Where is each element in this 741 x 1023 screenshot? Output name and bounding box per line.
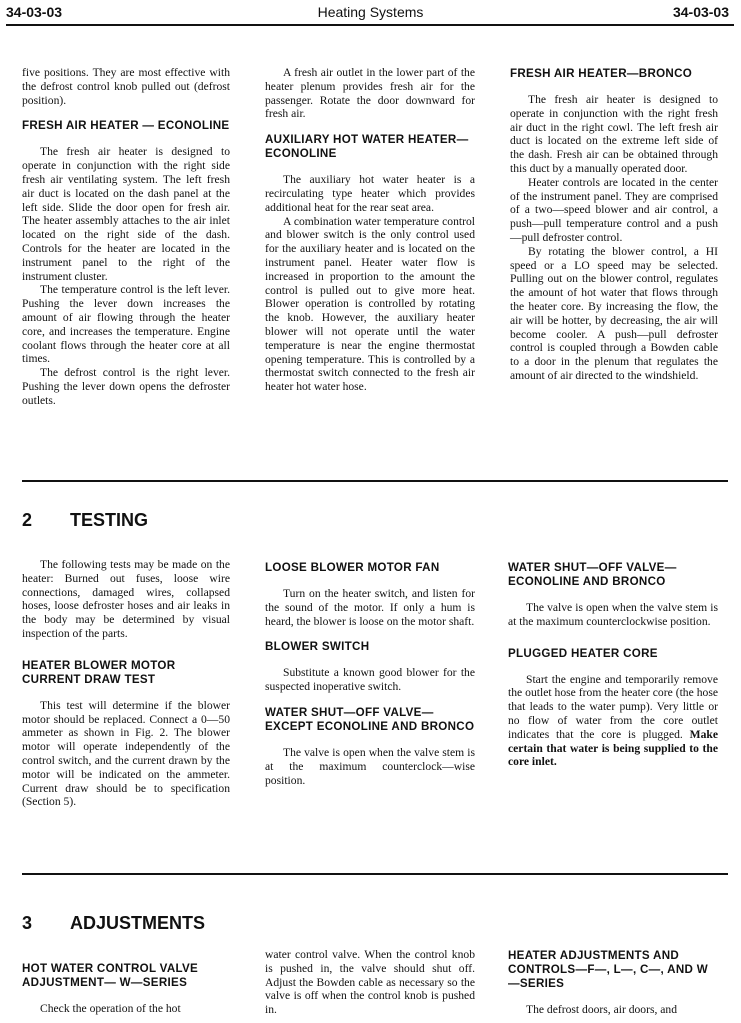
section-heading-testing: [22, 510, 148, 531]
top-column-3: [510, 67, 718, 383]
adjustments-column-2: [265, 948, 475, 1017]
heading-water-shutoff-econoline-bronco: WATER SHUT—OFF VALVE—ECONOLINE AND BRONCO: [508, 561, 677, 588]
paragraph: The valve is open when the valve stem is at the maximum counterclock—wise position.: [265, 745, 475, 787]
top-column-2: [265, 66, 475, 394]
page-code-left: 34-03-03: [6, 4, 63, 20]
heading-plugged-heater-core: PLUGGED HEATER CORE: [508, 646, 658, 660]
section-number: 2: [22, 510, 33, 530]
paragraph: The auxiliary hot water heater is a recirculating type heater which provides additional heat for the rear seat area.: [265, 173, 475, 214]
heading-auxiliary-hot-water-heater: AUXILIARY HOT WATER HEATER—ECONOLINE: [265, 133, 469, 161]
adjustments-column-3: [508, 949, 718, 1017]
section-rule: [22, 480, 728, 482]
testing-column-3: [508, 561, 718, 769]
paragraph: [508, 673, 718, 770]
section-heading-adjustments: [22, 913, 205, 934]
paragraph: water control valve. When the control knob is pushed in, the valve should shut off. Adjust the Bowden cable as necessary so the valve is off when the control knob is pushed in.: [265, 948, 475, 1017]
heading-fresh-air-heater-econoline: FRESH AIR HEATER — ECONOLINE: [22, 119, 230, 133]
heading-heater-adjustments-and-controls: HEATER ADJUSTMENTS AND CONTROLS—F—, L—, C—, AND W—SERIES: [508, 949, 708, 990]
paragraph: The valve is open when the valve stem is at the maximum counterclockwise position.: [508, 601, 718, 628]
paragraph: Check the operation of the hot: [40, 1002, 181, 1015]
heading-water-shutoff-except: WATER SHUT—OFF VALVE—EXCEPT ECONOLINE AND BRONCO: [265, 705, 475, 733]
paragraph: five positions. They are most effective with the defrost control knob pulled out (defrost position).: [22, 66, 230, 107]
section-title: TESTING: [70, 510, 149, 530]
paragraph: Turn on the heater switch, and listen for the sound of the motor. If only a hum is heard, the blower is loose on the motor shaft.: [265, 587, 475, 628]
paragraph: The following tests may be made on the heater: Burned out fuses, loose wire connections, damaged wires, collapsed hoses, loose defroster hoses and air leaks in the body may be determined by visual inspection of the parts.: [22, 558, 230, 640]
heading-hot-water-control-valve-adjustment: HOT WATER CONTROL VALVE ADJUSTMENT— W—SERIES: [22, 962, 199, 989]
heading-fresh-air-heater-bronco: FRESH AIR HEATER—BRONCO: [510, 67, 693, 80]
heading-blower-current-draw-test: HEATER BLOWER MOTOR CURRENT DRAW TEST: [22, 658, 176, 686]
page-code-right: 34-03-03: [672, 4, 729, 20]
paragraph: The fresh air heater is designed to operate in conjunction with the right side fresh air ventilating system. The left fresh air duct is located on the dash panel at the left side. Slide the door open for fresh air. The heater assembly attaches to the air inlet located on the right side of the dash. Controls for the heater are located in the instrument panel to the right of the instrument cluster.: [22, 145, 230, 283]
paragraph: The temperature control is the left lever. Pushing the lever down increases the amount of air flowing through the heater core, and increases the temperature. Engine coolant flows through the heater core at all times.: [22, 283, 230, 366]
page-title: Heating Systems: [317, 4, 424, 20]
heading-loose-blower-motor-fan: LOOSE BLOWER MOTOR FAN: [265, 561, 440, 574]
heading-blower-switch: BLOWER SWITCH: [265, 640, 370, 654]
paragraph: The fresh air heater is designed to operate in conjunction with the right fresh air duct in the right cowl. The left fresh air duct is located on the extreme left side of the dash. Fresh air can be obtained through this duct by a manually operated door.: [510, 93, 718, 175]
paragraph: Heater controls are located in the center of the instrument panel. They are comprised of a two—speed blower and air control, a push—pull temperature control and a push—pull defroster control.: [510, 175, 718, 244]
top-column-1: [22, 66, 230, 408]
testing-column-2: [265, 561, 475, 787]
section-title: ADJUSTMENTS: [70, 913, 206, 933]
paragraph: A combination water temperature control and blower switch is the only control used for the auxiliary heater and is located on the instrument panel. Heater water flow is increased in proportion to the amount the control is pulled out to give more heat. Blower operation is controlled by rotating the knob. However, the auxiliary heater blower will not operate until the water temperature is near the engine thermostat opening temperature. This is controlled by a thermostat switch connected to the fresh air heater hot water hose.: [265, 214, 475, 394]
header-rule: [6, 24, 734, 26]
section-number: 3: [22, 913, 33, 933]
paragraph: This test will determine if the blower motor should be replaced. Connect a 0—50 ammeter as shown in Fig. 2. The blower motor will operate independently of the control switch, and the current drawn by the motor will be indicated on the ammeter. Current draw should be to specification (Section 5).: [22, 698, 230, 809]
section-rule: [22, 873, 728, 875]
paragraph: By rotating the blower control, a HI speed or a LO speed may be selected. Pulling out on the blower control, regulates the amount of hot water that flows through the heater core. By increasing the flow, the air will be hotter, by decreasing, the air will become cooler. A push—pull defroster control is coupled through a Bowden cable to a door in the plenum that regulates the amount of air directed to the windshield.: [510, 244, 718, 382]
paragraph: A fresh air outlet in the lower part of the heater plenum provides fresh air for the passenger. Rotate the door downward for fresh air.: [265, 66, 475, 121]
paragraph-text: Start the engine and temporarily remove the outlet hose from the heater core (the hose that leads to the water pump). Very little or no flow of water from the core outlet indicates that the core is plugged.: [508, 672, 718, 741]
testing-column-1: [22, 558, 230, 809]
paragraph: Substitute a known good blower for the suspected inoperative switch.: [265, 666, 475, 694]
adjustments-column-1: [22, 962, 230, 1016]
emphasis-text: Make certain that water is being supplied to the core inlet.: [508, 727, 718, 769]
paragraph: The defrost control is the right lever. Pushing the lever down opens the defroster outlets.: [22, 366, 230, 407]
paragraph: The defrost doors, air doors, and: [526, 1003, 678, 1016]
